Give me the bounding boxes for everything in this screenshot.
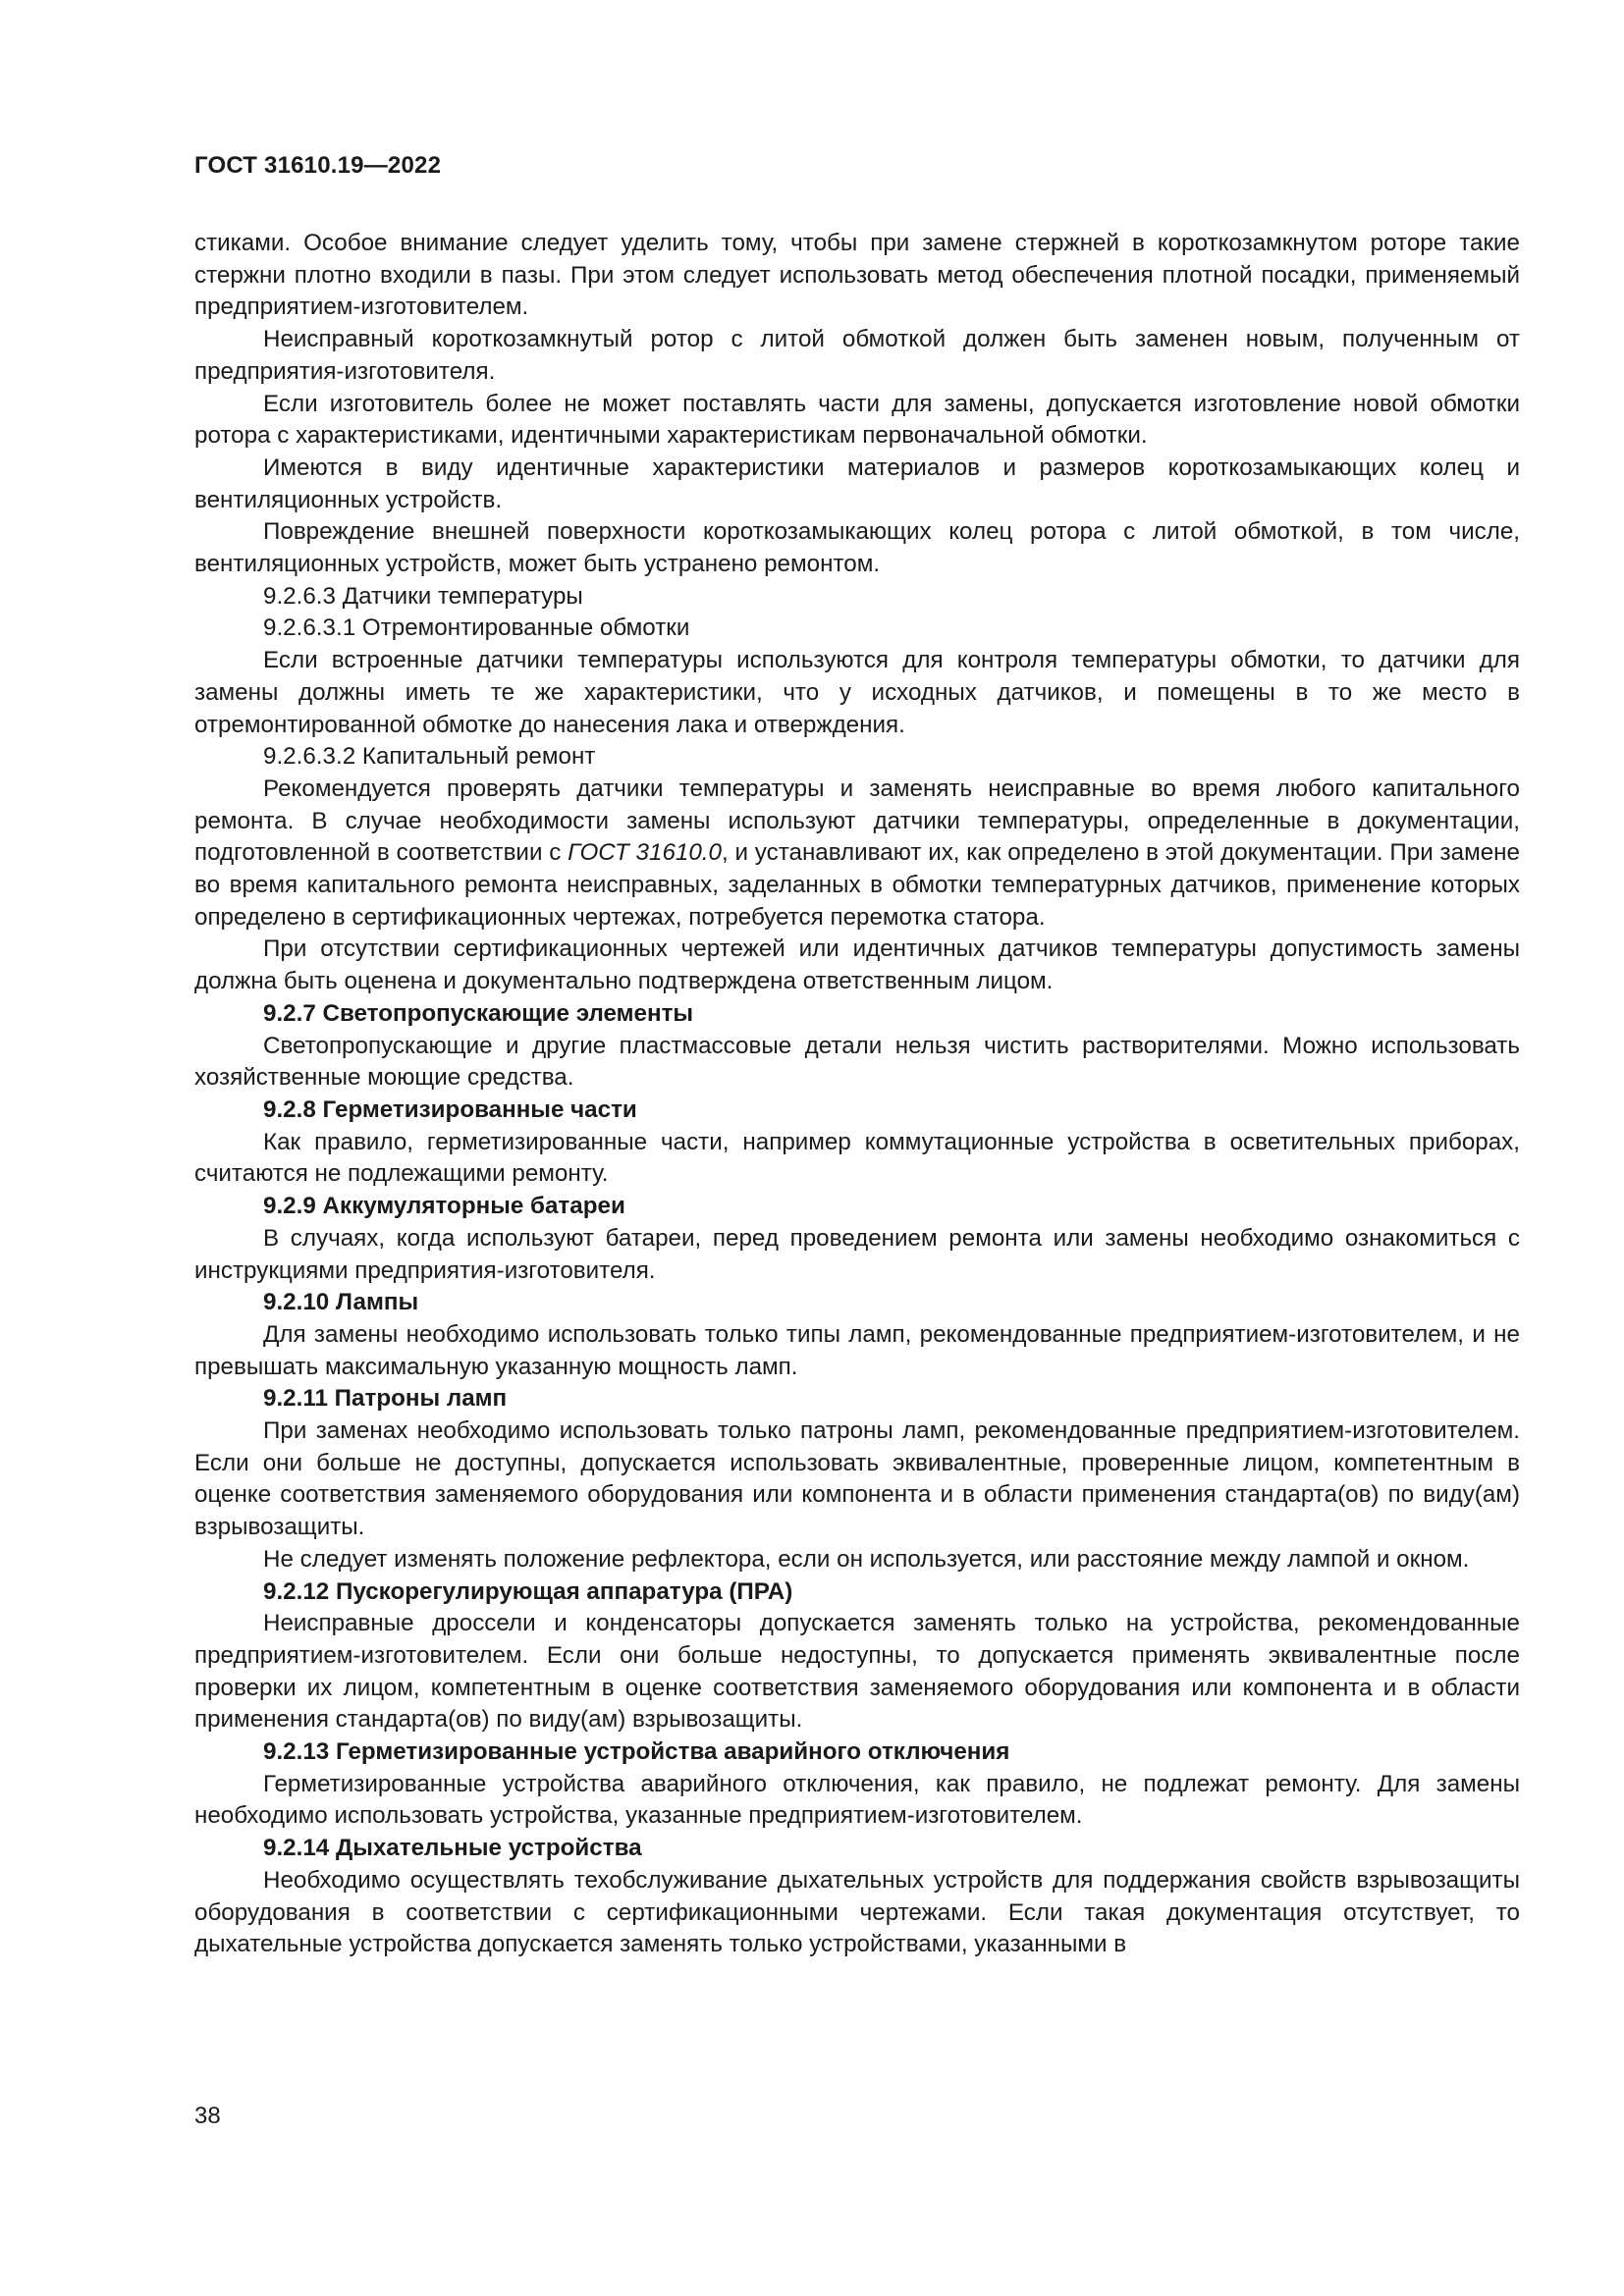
paragraph: Повреждение внешней поверхности короткозамыкающих колец ротора с литой обмоткой, в том числе, вентиляционных устройств, может быть устранено ремонтом. bbox=[194, 518, 1520, 578]
subsection-heading: 9.2.6.3 Датчики температуры bbox=[263, 582, 583, 610]
standard-reference: ГОСТ 31610.0 bbox=[568, 839, 722, 867]
paragraph: Герметизированные устройства аварийного отключения, как правило, не подлежат ремонту. Для замены необходимо использовать устройства, указанные предприятием-изготовителем. bbox=[194, 1770, 1520, 1830]
section-heading: 9.2.7 Светопропускающие элементы bbox=[263, 999, 694, 1027]
paragraph-with-reference bbox=[194, 774, 1520, 934]
paragraph-continuation: стиками. Особое внимание следует уделить тому, чтобы при замене стержней в короткозамкнутом роторе такие стержни плотно входили в пазы. При этом следует использовать метод обеспечения плотной посадки, применяемый предприятием-изготовителем. bbox=[194, 230, 1520, 321]
paragraph: При отсутствии сертификационных чертежей или идентичных датчиков температуры допустимость замены должна быть оценена и документально подтверждена ответственным лицом. bbox=[194, 935, 1520, 995]
paragraph: В случаях, когда используют батареи, перед проведением ремонта или замены необходимо ознакомиться с инструкциями предприятия-изготовителя. bbox=[194, 1224, 1520, 1284]
section-heading: 9.2.9 Аккумуляторные батареи bbox=[263, 1193, 625, 1220]
section-heading: 9.2.12 Пускорегулирующая аппаратура (ПРА) bbox=[263, 1577, 793, 1605]
paragraph: Как правило, герметизированные части, например коммутационные устройства в осветительных приборах, считаются не подлежащими ремонту. bbox=[194, 1128, 1520, 1188]
paragraph: Не следует изменять положение рефлектора, если он используется, или расстояние между лампой и окном. bbox=[263, 1545, 1470, 1573]
paragraph: Светопропускающие и другие пластмассовые детали нельзя чистить растворителями. Можно использовать хозяйственные моющие средства. bbox=[194, 1032, 1520, 1092]
section-heading: 9.2.8 Герметизированные части bbox=[263, 1095, 637, 1123]
paragraph: Если изготовитель более не может поставлять части для замены, допускается изготовление новой обмотки ротора с характеристиками, идентичными характеристикам первоначальной обмотки. bbox=[194, 390, 1520, 450]
page-number: 38 bbox=[194, 2103, 221, 2129]
text-segment: Рекомендуется проверять датчики температуры и заменять неисправные во время любого капитального ремонта. В случае необходимости замены используют датчики температуры, определенные в документации, подготовленной в соответствии с bbox=[194, 774, 1520, 867]
text-segment: , и устанавливают их, как определено в этой документации. При замене во время капитального ремонта неисправных, заделанных в обмотки температурных датчиков, применение которых определено в сертификационных чертежах, потребуется перемотка статора. bbox=[194, 839, 1520, 931]
paragraph: Для замены необходимо использовать только типы ламп, рекомендованные предприятием-изготовителем, и не превышать максимальную указанную мощность ламп. bbox=[194, 1320, 1520, 1380]
subsection-heading: 9.2.6.3.1 Отремонтированные обмотки bbox=[263, 614, 690, 642]
section-heading: 9.2.10 Лампы bbox=[263, 1289, 419, 1316]
paragraph: Неисправный короткозамкнутый ротор с литой обмоткой должен быть заменен новым, полученным от предприятия-изготовителя. bbox=[194, 326, 1520, 385]
subsection-heading: 9.2.6.3.2 Капитальный ремонт bbox=[263, 743, 596, 771]
section-heading: 9.2.13 Герметизированные устройства аварийного отключения bbox=[263, 1738, 1010, 1766]
section-heading: 9.2.14 Дыхательные устройства bbox=[263, 1835, 642, 1862]
document-header: ГОСТ 31610.19—2022 bbox=[194, 152, 442, 179]
paragraph: Если встроенные датчики температуры используются для контроля температуры обмотки, то датчики для замены должны иметь те же характеристики, что у исходных датчиков, и помещены в то же место в отремонтированной обмотке до нанесения лака и отверждения. bbox=[194, 647, 1520, 738]
paragraph: Имеются в виду идентичные характеристики материалов и размеров короткозамыкающих колец и вентиляционных устройств. bbox=[194, 454, 1520, 513]
paragraph: Неисправные дроссели и конденсаторы допускается заменять только на устройства, рекомендованные предприятием-изготовителем. Если они больше недоступны, то допускается применять эквивалентные после проверки их лицом, компетентным в оценке соответствия заменяемого оборудования или компонента и в области применения стандарта(ов) по виду(ам) взрывозащиты. bbox=[194, 1610, 1520, 1734]
paragraph: Необходимо осуществлять техобслуживание дыхательных устройств для поддержания свойств взрывозащиты оборудования в соответствии с сертификационными чертежами. Если такая документация отсутствует, то дыхательные устройства допускается заменять только устройствами, указанными в bbox=[194, 1866, 1520, 1958]
paragraph: При заменах необходимо использовать только патроны ламп, рекомендованные предприятием-изготовителем. Если они больше не доступны, допускается использовать эквивалентные, проверенные лицом, компетентным в оценке соответствия заменяемого оборудования или компонента и в области применения стандарта(ов) по виду(ам) взрывозащиты. bbox=[194, 1417, 1520, 1541]
document-body bbox=[194, 228, 1520, 1961]
section-heading: 9.2.11 Патроны ламп bbox=[263, 1385, 508, 1413]
